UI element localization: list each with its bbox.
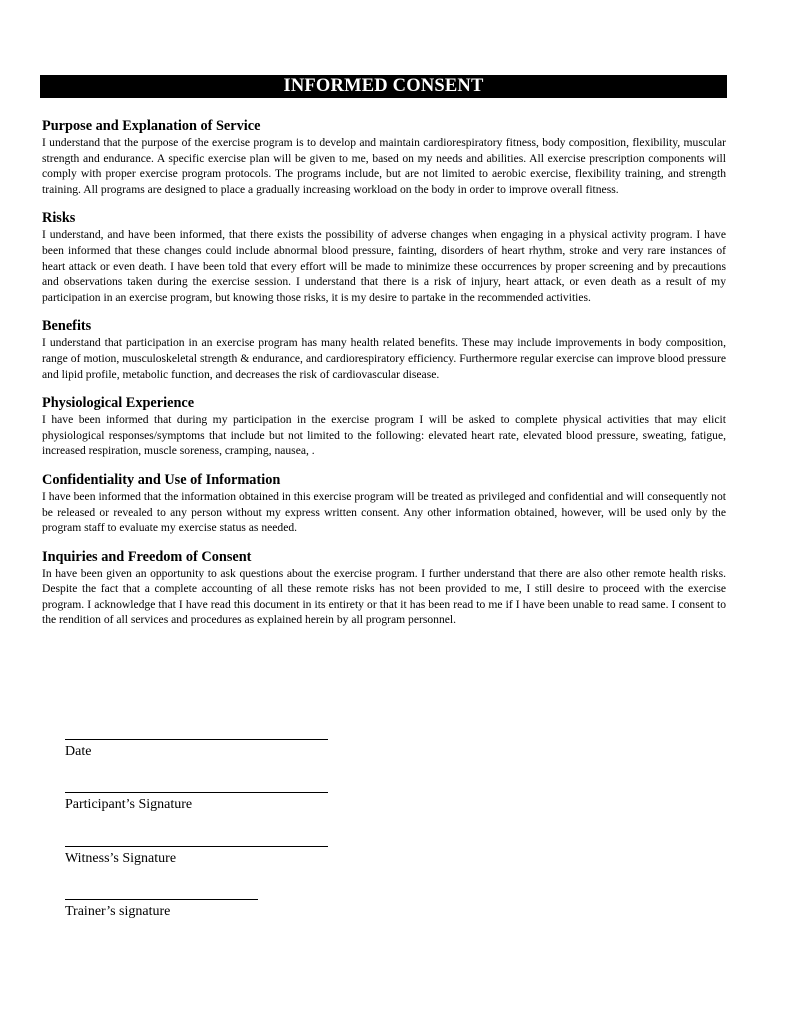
section-purpose <box>42 118 726 197</box>
section-heading: Physiological Experience <box>42 395 195 412</box>
section-benefits <box>42 318 726 382</box>
section-text: I have been informed that during my participation in the exercise program I will be asked to complete physical activities that may elicit physiological responses/symptoms that include but not limited to the following: elevated heart rate, elevated blood pressure, sweating, fatigue, increased respiration, muscle soreness, cramping, nausea, . <box>42 413 726 458</box>
section-heading: Benefits <box>42 318 92 335</box>
trainer-signature-label: Trainer’s signature <box>65 904 171 919</box>
section-text: I understand that the purpose of the exercise program is to develop and maintain cardiorespiratory fitness, body composition, flexibility, muscular strength and endurance. A specific exercise plan will be given to me, based on my needs and abilities. All exercise prescription components will comply with proper exercise program protocols. The programs include, but are not limited to aerobic exercise, flexibility training, and strength training. All programs are designed to place a gradually increasing workload on the body in order to improve overall fitness. <box>42 136 726 196</box>
section-heading: Risks <box>42 210 76 227</box>
participant-signature-block <box>65 792 328 813</box>
section-heading: Inquiries and Freedom of Consent <box>42 548 252 565</box>
trainer-signature-line[interactable] <box>65 899 258 900</box>
consent-body <box>42 118 726 641</box>
section-text: I understand, and have been informed, that there exists the possibility of adverse changes when engaging in a physical activity program. I have been informed that these changes could include abnormal blood pressure, fainting, disorders of heart rhythm, stroke and very rare instances of heart attack or even death. I have been told that every effort will be made to minimize these occurrences by proper screening and by precautions and observations taken during the exercise session. I understand that there is a risk of injury, heart attack, or even death as a result of my participation in an exercise program, but knowing those risks, it is my desire to partake in the recommended activities. <box>42 228 726 304</box>
date-signature-line[interactable] <box>65 739 328 740</box>
section-heading: Confidentiality and Use of Information <box>42 471 281 488</box>
section-inquiries-consent <box>42 549 726 628</box>
witness-signature-label: Witness’s Signature <box>65 851 177 866</box>
section-text: In have been given an opportunity to ask questions about the exercise program. I further understand that there are also other remote health risks. Despite the fact that a complete accounting of all these remote risks has not been provided to me, I still desire to proceed with the exercise program. I acknowledge that I have read this document in its entirety or that it has been read to me if I have been unable to read same. I consent to the rendition of all services and procedures as explained herein by all program personnel. <box>42 566 726 627</box>
section-physiological-experience <box>42 395 726 459</box>
section-risks <box>42 210 726 305</box>
date-label: Date <box>65 744 92 759</box>
trainer-signature-block <box>65 899 258 920</box>
page-title: INFORMED CONSENT <box>40 75 727 98</box>
participant-signature-line[interactable] <box>65 792 328 793</box>
witness-signature-block <box>65 846 328 867</box>
date-signature-block <box>65 739 328 760</box>
section-confidentiality <box>42 472 726 536</box>
section-text: I have been informed that the information obtained in this exercise program will be treated as privileged and confidential and will consequently not be released or revealed to any person without my express written consent. Any other information obtained, however, will be used only by the program staff to evaluate my exercise status as needed. <box>42 489 726 535</box>
witness-signature-line[interactable] <box>65 846 328 847</box>
section-heading: Purpose and Explanation of Service <box>42 118 261 134</box>
participant-signature-label: Participant’s Signature <box>65 797 193 812</box>
section-text: I understand that participation in an exercise program has many health related benefits. These may include improvements in body composition, range of motion, musculoskeletal strength & endurance, and cardiorespiratory efficiency. Furthermore regular exercise can improve blood pressure and lipid profile, metabolic function, and decreases the risk of cardiovascular disease. <box>42 336 726 381</box>
